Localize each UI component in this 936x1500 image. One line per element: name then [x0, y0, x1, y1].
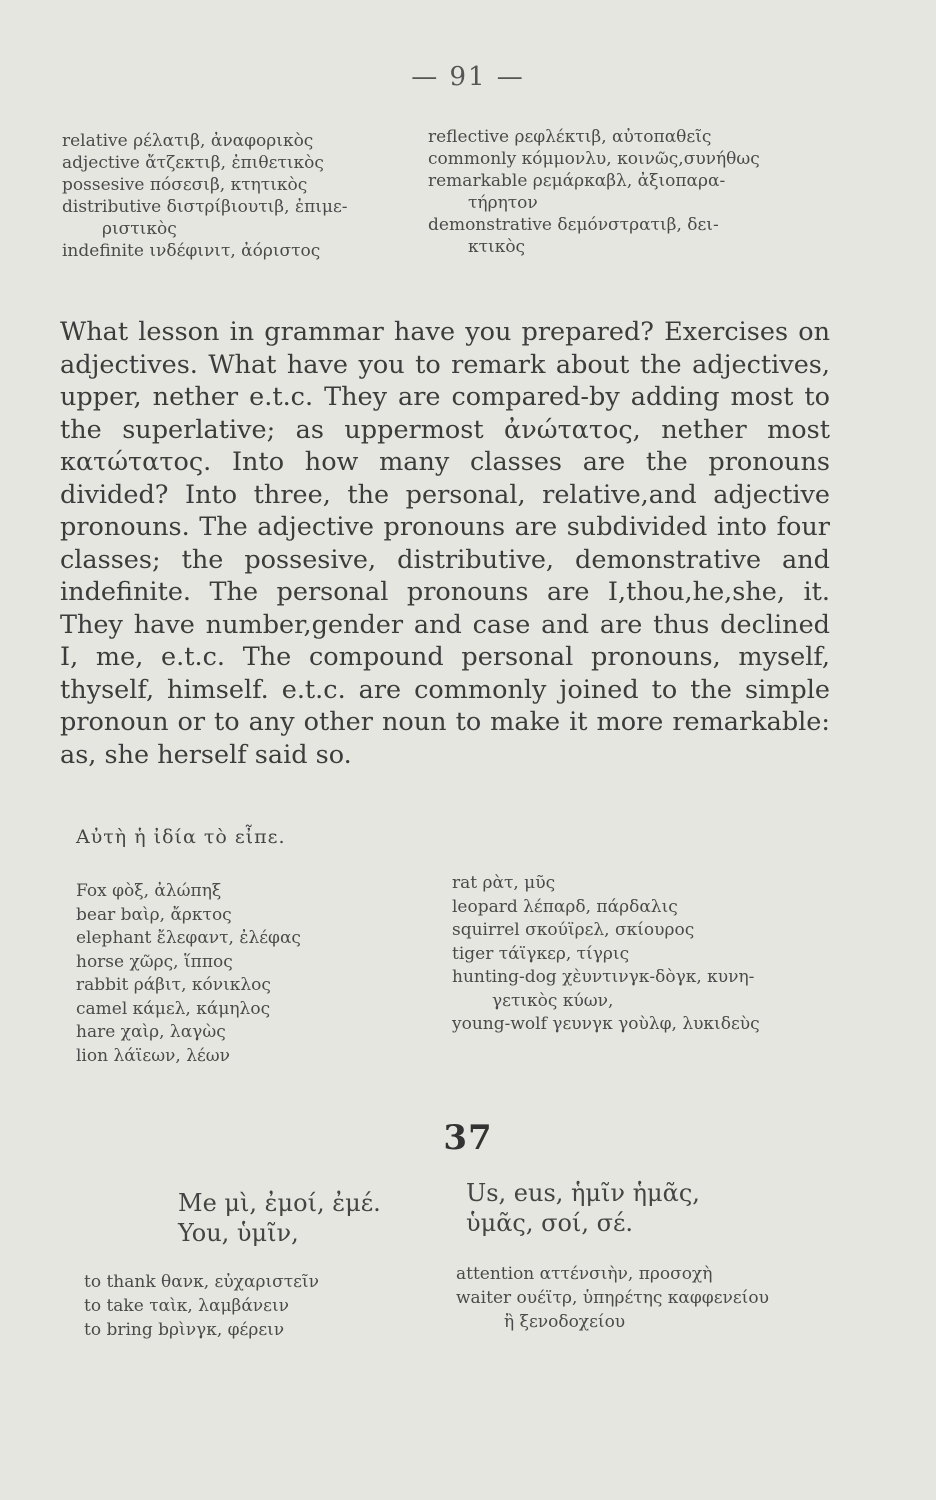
animals-list-left: [76, 880, 301, 1068]
vocab-item: to bring bρὶνγκ, φέρειν: [84, 1320, 285, 1340]
pronouns-left: [178, 1188, 381, 1248]
pronouns-right: [466, 1178, 700, 1238]
vocab-item: distributive διστρίβιουτιβ, ἐπιμε-: [62, 197, 348, 217]
vocab-item: rat ρὰτ, μῦς: [452, 873, 556, 893]
pronoun-line: You, ὑμῖν,: [178, 1219, 299, 1247]
vocab-item: horse χῶρς, ἵππος: [76, 951, 233, 972]
vocab-item: camel κάμελ, κάμηλος: [76, 998, 271, 1019]
pronoun-line: ὑμᾶς, σοί, σέ.: [466, 1209, 634, 1237]
vocab-item: reflective ρεφλέκτιβ, αὐτοπαθεῖς: [428, 127, 712, 147]
vocab-item: to thank θανκ, εὐχαριστεῖν: [84, 1272, 319, 1292]
vocab-item: τήρητον: [468, 193, 538, 213]
vocab-item: κτικὸς: [468, 237, 526, 257]
vocab-list-right: [428, 126, 760, 258]
vocab-item: demonstrative δεμόνστρατιβ, δει-: [428, 215, 719, 235]
vocab-item: commonly κόμμονλυ, κοινῶς,συνήθως: [428, 149, 760, 169]
greek-sentence: Αὐτὴ ἡ ἰδία τὸ εἶπε.: [76, 826, 286, 848]
vocab-item: ἢ ξενοδοχείου: [504, 1312, 626, 1332]
vocab-item: hunting-dog χὲυντινγκ-δὸγκ, κυνη-: [452, 967, 755, 987]
vocab-item: elephant ἔλεφαντ, ἐλέφας: [76, 928, 301, 948]
vocab-item: bear bαὶρ, ἄρκτος: [76, 904, 232, 925]
vocab-item: Fox φὸξ, ἀλώπηξ: [76, 881, 222, 901]
vocab-item: young-wolf γευνγκ γοὺλφ, λυκιδεὺς: [452, 1014, 760, 1034]
vocab-item: hare χαὶρ, λαγὼς: [76, 1022, 226, 1042]
pronoun-line: Us, eus, ἡμῖν ἡμᾶς,: [466, 1179, 700, 1207]
lesson-number: 37: [443, 1118, 493, 1158]
page-number: — 91 —: [411, 62, 525, 92]
vocab-item: indefinite ινδέφινιτ, ἀόριστος: [62, 241, 321, 261]
vocab-item: to take ταὶκ, λαμβάνειν: [84, 1296, 289, 1316]
pronoun-line: Me μὶ, ἐμοί, ἐμέ.: [178, 1189, 381, 1217]
vocab-item: possesive πόσεσιβ, κτητικὸς: [62, 175, 308, 195]
vocab-item: ριστικὸς: [102, 219, 177, 239]
vocab-item: waiter ουέϊτρ, ὑπηρέτης καφφενείου: [456, 1288, 769, 1308]
vocab-item: relative ρέλατιβ, ἀναφορικὸς: [62, 131, 314, 151]
verbs-list-right: [456, 1262, 769, 1334]
vocab-item: tiger τάϊγκερ, τίγρις: [452, 943, 630, 964]
vocab-item: adjective ἄτζεκτιβ, ἐπιθετικὸς: [62, 153, 324, 173]
vocab-item: leopard λέπαρδ, πάρδαλις: [452, 896, 678, 917]
vocab-item: lion λάϊεων, λέων: [76, 1045, 230, 1066]
vocab-list-left: [62, 130, 348, 262]
vocab-item: rabbit ράβιτ, κόνικλος: [76, 975, 271, 995]
main-paragraph: What lesson in grammar have you prepared? Exercises on adjectives. What have you to remark about the adjectives, upper, nether e.t.c. They are compared-by adding most to the superlative; as uppermost ἀνώτατος, nether most κατώτατος. Into how many classes are the pronouns divided? Into three, the personal, relative,and adjective pronouns. The adjective pronouns are subdivided into four classes; the possesive, distributive, demonstrative and indefinite. The personal pronouns are I,thou,he,she, it. They have number,gender and case and are thus declined I, me, e.t.c. The compound personal pronouns, myself, thyself, himself. e.t.c. are commonly joined to the simple pronoun or to any other noun to make it more remarkable: as, she herself said so.: [60, 317, 830, 770]
vocab-item: attention αττένσιὴν, προσοχὴ: [456, 1264, 713, 1284]
animals-list-right: [452, 872, 760, 1037]
verbs-list-left: [84, 1270, 319, 1342]
vocab-item: γετικὸς κύων,: [492, 990, 614, 1011]
vocab-item: remarkable ρεμάρκαβλ, ἀξιοπαρα-: [428, 171, 726, 191]
vocab-item: squirrel σκούϊρελ, σκίουρος: [452, 920, 695, 940]
